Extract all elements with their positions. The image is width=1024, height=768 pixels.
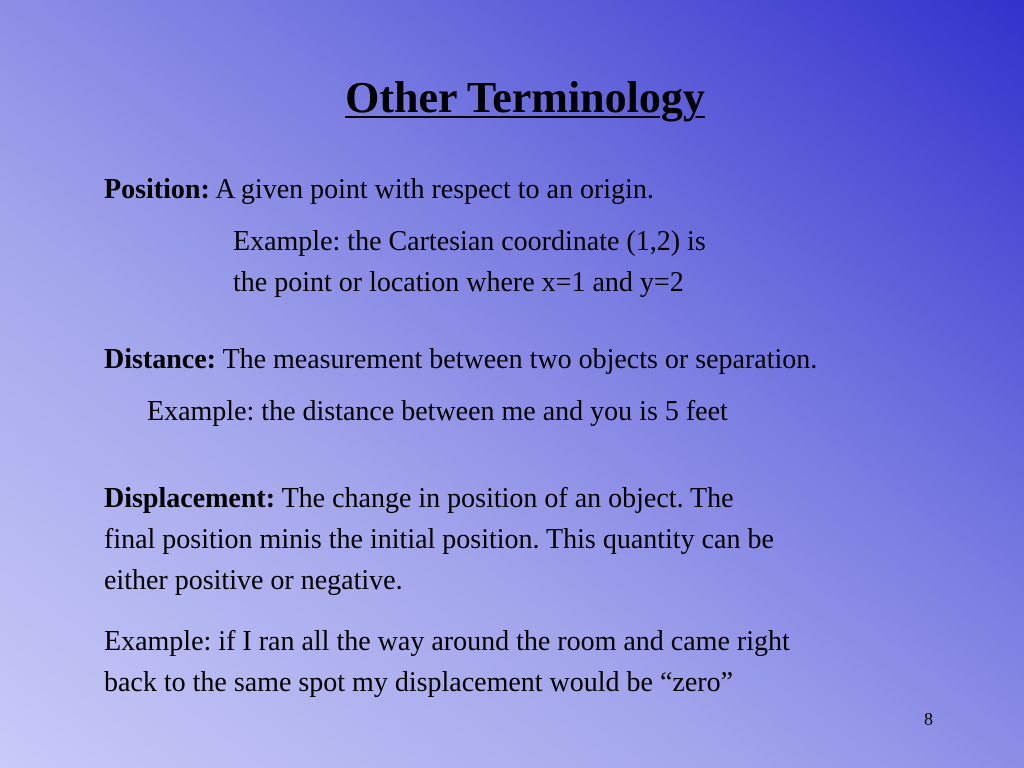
displacement-definition-line-3: either positive or negative. [104, 565, 403, 596]
slide-title: Other Terminology [345, 73, 705, 122]
displacement-example-line-2: back to the same spot my displacement would be “zero” [104, 667, 734, 698]
position-example-line-1: Example: the Cartesian coordinate (1,2) is [233, 226, 706, 257]
position-definition-text: A given point with respect to an origin. [209, 174, 654, 205]
displacement-example-line-1: Example: if I ran all the way around the room and came right [104, 626, 790, 657]
distance-definition [104, 340, 817, 380]
displacement-definition-line-1 [104, 479, 734, 519]
position-definition [104, 170, 654, 210]
displacement-term: Displacement: [104, 483, 276, 514]
distance-term: Distance: [104, 344, 216, 375]
displacement-definition-line-2: final position minis the initial position. This quantity can be [104, 524, 774, 555]
position-term: Position: [104, 174, 210, 205]
distance-example: Example: the distance between me and you is 5 feet [147, 396, 728, 427]
position-example-line-2: the point or location where x=1 and y=2 [233, 267, 684, 298]
displacement-definition-text: The change in position of an object. The [275, 483, 734, 514]
page-number: 8 [924, 709, 933, 729]
distance-definition-text: The measurement between two objects or separation. [215, 344, 818, 375]
